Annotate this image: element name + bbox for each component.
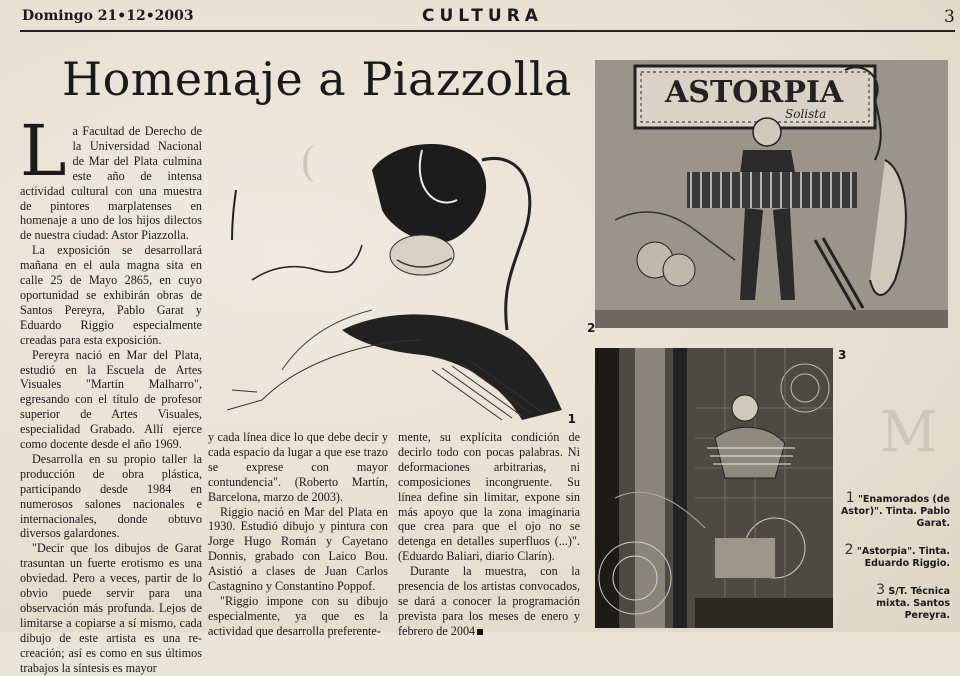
figure-1-number: 1 (567, 412, 576, 426)
paragraph: Pereyra nació en Mar del Plata, estudió en la Escuela de Artes Visuales "Martín Malharro", egresando con el título de profesor superior de Artes Visuales, especialidad Grabado. Allí ejerce como docente desde el año 1969. (20, 347, 202, 452)
header-rule (20, 30, 955, 32)
header-page-number: 3 (944, 7, 955, 27)
astorpia-sign-text: ASTORPIA (665, 75, 844, 110)
bleed-through-text: ( (300, 140, 316, 186)
article-column-3 (398, 430, 580, 639)
paragraph: "Decir que los dibujos de Garat trasuntan un fuerte erotismo es una obviedad. Pero a veces, partir de lo obvio puede servir para una observación más profunda. Lejos de limitarse a copiarse a sí mismo, cada dibujo de este artista es una re-creación; así es como en sus últimos trabajos la síntesis es mayor (20, 541, 202, 675)
caption-3-number: 3 (876, 582, 886, 598)
caption-3-text: S/T. Técnica mixta. Santos Pereyra. (876, 586, 950, 621)
mixed-technique-artwork (595, 348, 833, 628)
header-section: CULTURA (422, 6, 543, 26)
article-headline: Homenaje a Piazzolla (62, 52, 572, 106)
paragraph (398, 564, 580, 639)
header-date: Domingo 21•12•2003 (22, 8, 194, 24)
caption-2 (840, 544, 950, 570)
figure-2-number: 2 (587, 321, 596, 335)
article-column-1 (20, 110, 202, 676)
paragraph: mente, su explícita condición de decirlo todo con pocas palabras. Ni deformaciones arbitrarias, ni composiciones incongruente. Su línea define sin limitar, expone sin más apoyo que la zona imaginaria que crea para que el ojo no se detenga en detalles superfluos (...)". (Eduardo Baliari, diario Clarín). (398, 430, 580, 564)
caption-2-number: 2 (844, 542, 854, 558)
paragraph: La exposición se desarrollará mañana en el aula magna sita en calle 25 de Mayo 2865, en cuyo oportunidad se exhibirán obras de Santos Pereyra, Pablo Garat y Eduardo Riggio especialmente creadas para esta exposición. (20, 243, 202, 347)
caption-1-number: 1 (845, 490, 855, 506)
figure-3-number: 3 (838, 348, 847, 362)
paragraph: Riggio nació en Mar del Plata en 1930. Estudió dibujo y pintura con Jorge Hugo Román y Cayetano Donnis, grabado con Laico Bou. Asistió a clases de Juan Carlos Castagnino y Constantino Poppof. (208, 504, 388, 594)
figure-3-mixed-technique (595, 348, 833, 628)
caption-1-text: "Enamorados (de Astor)". Tinta. Pablo Garat. (840, 494, 950, 529)
caption-2-text: "Astorpia". Tinta. Eduardo Riggio. (856, 546, 950, 569)
closing-paragraph-text: Durante la muestra, con la presencia de los artistas convocados, se dará a conocer la programación prevista para los meses de enero y febrero de 2004 (398, 564, 580, 638)
article-column-2 (208, 430, 388, 639)
paragraph: y cada línea dice lo que debe decir y cada espacio da lugar a que ese trazo se exprese con mayor contundencia". (Roberto Martín, Barcelona, marzo de 2003). (208, 430, 388, 504)
astorpia-illustration (595, 60, 948, 328)
caption-3 (840, 584, 950, 622)
paragraph: "Riggio impone con su dibujo especialmente, ya que es la actividad que desarrolla preferente- (208, 593, 388, 638)
ink-drawing-illustration (222, 130, 580, 428)
paragraph: Desarrolla en su propio taller la producción de obra plástica, participando desde 1984 en numerosos salones nacionales e internacionales, donde obtuvo diversos galardones. (20, 451, 202, 541)
drop-cap: L (20, 110, 67, 192)
astorpia-sub-text: Solista (785, 107, 827, 121)
paragraph: a Facultad de Derecho de la Universidad Nacional de Mar del Plata culmina este año de intensa actividad cultural con una muestra de pintores marplatenses en homenaje a uno de los hijos dilectos de nuestra ciudad: Astor Piazzolla. (20, 124, 202, 243)
bleed-through-text: M (880, 400, 938, 465)
figure-1-ink-drawing (222, 130, 580, 428)
caption-1 (840, 492, 950, 530)
figure-2-astorpia (595, 60, 948, 328)
